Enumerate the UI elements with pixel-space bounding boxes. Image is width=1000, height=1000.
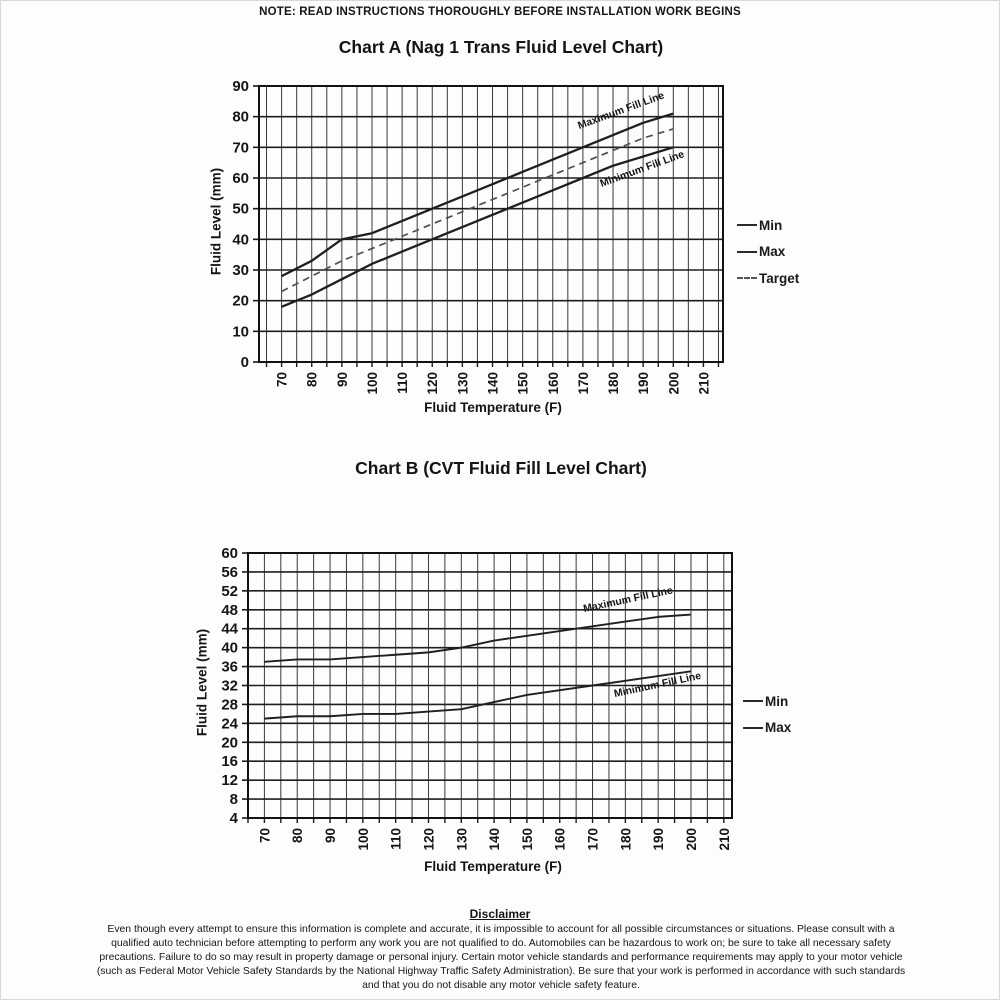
svg-text:20: 20: [221, 734, 238, 752]
svg-text:100: 100: [364, 372, 380, 395]
svg-text:200: 200: [683, 828, 699, 851]
svg-text:150: 150: [519, 828, 535, 851]
legend-item-min: [743, 688, 791, 715]
svg-text:180: 180: [618, 828, 634, 851]
legend-label-max: Max: [765, 720, 792, 736]
svg-text:36: 36: [221, 658, 238, 676]
legend-item-target: [737, 265, 799, 292]
svg-text:190: 190: [636, 372, 652, 395]
max-line-sample: [737, 251, 757, 253]
svg-text:0: 0: [240, 354, 249, 371]
svg-text:80: 80: [232, 108, 249, 126]
svg-text:52: 52: [221, 582, 238, 600]
legend-label-max: Max: [759, 244, 786, 260]
svg-text:190: 190: [651, 828, 667, 851]
svg-text:12: 12: [221, 772, 238, 790]
svg-text:200: 200: [666, 372, 682, 395]
svg-text:160: 160: [545, 372, 561, 395]
svg-text:30: 30: [232, 262, 249, 279]
svg-text:70: 70: [232, 139, 249, 157]
svg-text:56: 56: [221, 563, 238, 581]
chart-b-title: Chart B (CVT Fluid Fill Level Chart): [355, 458, 647, 478]
legend-label-min: Min: [765, 693, 789, 709]
chart-a-title: Chart A (Nag 1 Trans Fluid Level Chart): [338, 37, 664, 57]
chart-b-legend: [743, 688, 791, 741]
svg-text:120: 120: [425, 372, 441, 395]
svg-text:40: 40: [221, 639, 238, 657]
svg-text:48: 48: [221, 601, 238, 619]
svg-text:140: 140: [485, 372, 501, 395]
charts-canvas: [1, 1, 1000, 1000]
curve-label: Minimum Fill Line: [598, 148, 686, 190]
svg-text:70: 70: [274, 372, 290, 388]
svg-text:170: 170: [585, 828, 601, 851]
svg-text:110: 110: [395, 372, 411, 394]
svg-text:4: 4: [229, 810, 238, 827]
svg-text:130: 130: [455, 372, 471, 395]
svg-text:150: 150: [515, 372, 531, 395]
svg-text:110: 110: [388, 828, 404, 850]
svg-text:180: 180: [606, 372, 622, 395]
max-line-sample: [743, 727, 763, 729]
chart-b-y-axis-label: Fluid Level (mm): [194, 628, 210, 737]
chart-a-legend: [737, 212, 799, 292]
svg-text:170: 170: [575, 372, 591, 395]
svg-text:16: 16: [221, 753, 238, 771]
svg-text:140: 140: [487, 828, 503, 851]
legend-label-target: Target: [759, 270, 800, 286]
target-line-sample: [737, 277, 757, 279]
svg-text:70: 70: [257, 828, 273, 844]
chart-plot-0: [232, 78, 723, 395]
svg-text:20: 20: [232, 292, 249, 310]
chart-a-y-axis-label: Fluid Level (mm): [208, 167, 224, 276]
curve-label: Maximum Fill Line: [582, 584, 674, 616]
svg-text:210: 210: [696, 372, 712, 395]
svg-text:90: 90: [232, 78, 249, 95]
legend-item-min: [737, 212, 799, 239]
svg-text:28: 28: [221, 696, 238, 714]
chart-b-x-axis-label: Fluid Temperature (F): [424, 859, 562, 874]
disclaimer-text: Even though every attempt to ensure this information is complete and accurate, it is impossible to account for all possible circumstances or situations. Please consult with a qualified auto technician before attempting to perform any work you are not qualified to do. Automobiles can be hazardous to work on; be sure to take all necessary safety precautions. Failure to do so may result in property damage or personal injury. Certain motor vehicle standards and performance requirements may apply to your motor vehicle (such as Federal Motor Vehicle Safety Standards by the National Highway Traffic Safety Administration). Be sure that your work is performed in accordance with such standards and that you do not disable any motor vehicle safety feature.: [96, 924, 906, 991]
svg-text:24: 24: [221, 715, 238, 733]
svg-text:50: 50: [232, 200, 249, 218]
legend-item-max: [737, 239, 799, 266]
svg-text:44: 44: [221, 620, 238, 638]
svg-text:80: 80: [290, 828, 306, 844]
legend-label-min: Min: [759, 217, 783, 233]
installation-note: NOTE: READ INSTRUCTIONS THOROUGHLY BEFORE INSTALLATION WORK BEGINS: [259, 6, 741, 18]
svg-text:210: 210: [716, 828, 732, 851]
svg-text:90: 90: [323, 828, 339, 844]
svg-text:40: 40: [232, 231, 249, 249]
svg-text:100: 100: [355, 828, 371, 851]
chart-a-x-axis-label: Fluid Temperature (F): [424, 400, 562, 415]
svg-text:10: 10: [232, 323, 249, 341]
svg-text:32: 32: [221, 677, 238, 695]
svg-text:60: 60: [221, 545, 238, 562]
legend-item-max: [743, 715, 791, 742]
min-line-sample: [737, 224, 757, 226]
curve-label: Maximum Fill Line: [576, 89, 666, 132]
chart-plot-1: [221, 545, 732, 851]
svg-text:80: 80: [304, 372, 320, 388]
min-line-sample: [743, 700, 763, 702]
disclaimer-heading: Disclaimer: [469, 907, 531, 921]
svg-text:130: 130: [454, 828, 470, 851]
svg-text:160: 160: [552, 828, 568, 851]
svg-text:120: 120: [421, 828, 437, 851]
svg-text:60: 60: [232, 170, 249, 187]
curve-label: Minimum Fill Line: [612, 669, 703, 701]
svg-text:90: 90: [334, 372, 350, 388]
svg-text:8: 8: [229, 791, 238, 809]
